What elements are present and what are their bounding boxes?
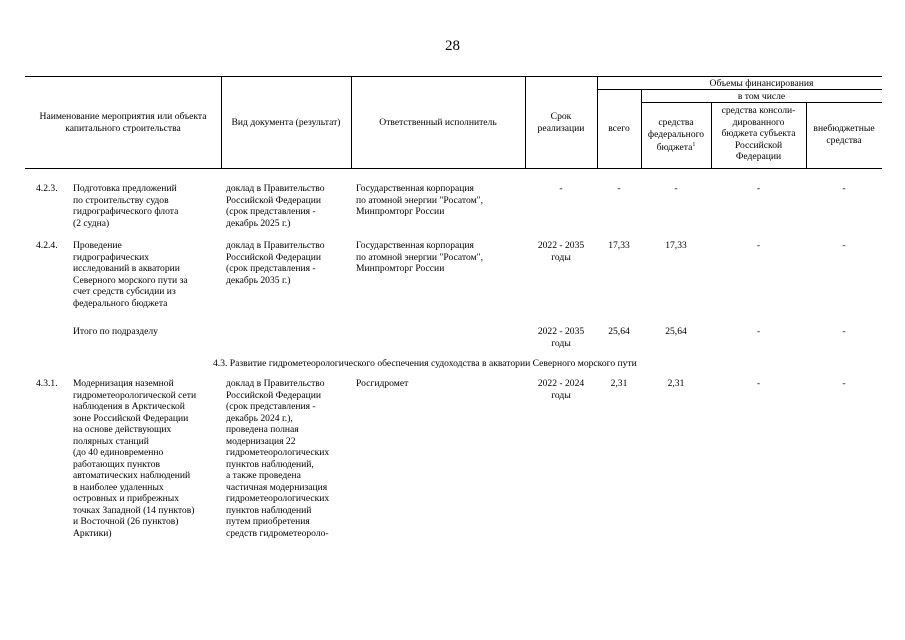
row-federal: 2,31 <box>667 378 685 389</box>
subtotal-federal: 25,64 <box>665 326 687 337</box>
row-consolidated: - <box>756 183 761 194</box>
row-number: 4.3.1. <box>36 378 58 389</box>
row-consolidated: - <box>756 240 761 251</box>
row-number: 4.2.4. <box>36 240 58 251</box>
row-doc: доклад в Правительство Российской Федерации (срок представления - декабрь 2035 г.) <box>226 240 325 286</box>
row-federal: - <box>674 183 678 194</box>
row-extrabudget: - <box>842 240 846 251</box>
row-name: Проведение гидрографических исследований в акватории Северного морского пути за счет средств субсидии из федерального бюджета <box>73 240 188 309</box>
subtotal-total: 25,64 <box>608 326 630 337</box>
header-col-resp: Ответственный исполнитель <box>379 117 497 128</box>
header-bottom-rule <box>25 168 882 169</box>
header-col-term: Срок реализации <box>537 111 585 134</box>
subtotal-consolidated: - <box>756 326 761 337</box>
row-number: 4.2.3. <box>36 183 58 194</box>
header-top-rule <box>25 76 882 77</box>
row-responsible: Государственная корпорация по атомной энергии "Росатом", Минпромторг России <box>356 183 483 217</box>
row-extrabudget: - <box>842 378 846 389</box>
row-term: 2022 - 2024 годы <box>537 378 585 401</box>
row-doc: доклад в Правительство Российской Федерации (срок представления - декабрь 2025 г.) <box>226 183 325 229</box>
row-total: 17,33 <box>608 240 630 251</box>
row-total: - <box>617 183 621 194</box>
header-col-total: всего <box>608 123 630 134</box>
header-col-federal <box>641 117 711 154</box>
row-extrabudget: - <box>842 183 846 194</box>
row-name: Подготовка предложений по строительству судов гидрографического флота (2 судна) <box>73 183 179 229</box>
row-responsible: Государственная корпорация по атомной энергии "Росатом", Минпромторг России <box>356 240 483 274</box>
header-divider <box>597 76 598 168</box>
page-number: 28 <box>445 38 460 54</box>
footnote-mark: 1 <box>692 142 696 148</box>
header-financing-group: Объемы финансирования <box>709 78 814 89</box>
header-including: в том числе <box>737 91 786 102</box>
row-total: 2,31 <box>610 378 628 389</box>
subtotal-extrabudget: - <box>842 326 846 337</box>
row-responsible: Росгидромет <box>356 378 409 389</box>
header-col-federal-text: средства федерального бюджета <box>647 117 705 154</box>
row-term: - <box>559 183 563 194</box>
row-name: Модернизация наземной гидрометеорологической сети наблюдения в Арктической зоне Российской Федерации на основе действующих полярных станций (до 40 единовременно работающих пунктов автоматических наблюдений в наиболее удаленных островных и прибрежных точках Западной (14 пунктов) и Восточной (26 пунктов) Арктики) <box>73 378 197 539</box>
header-col-doc: Вид документа (результат) <box>231 117 341 128</box>
header-col-consolidated: средства консоли- дированного бюджета субъекта Российской Федерации <box>721 105 796 162</box>
row-term: 2022 - 2035 годы <box>537 240 585 263</box>
section-title: 4.3. Развитие гидрометеорологического обеспечения судоходства в акватории Северного морского пути <box>213 358 637 369</box>
subtotal-term: 2022 - 2035 годы <box>537 326 585 349</box>
row-consolidated: - <box>756 378 761 389</box>
row-federal: 17,33 <box>665 240 687 251</box>
row-doc: доклад в Правительство Российской Федерации (срок представления - декабрь 2024 г.), проведена полная модернизация 22 гидрометеорологических пунктов наблюдений, а также проведена частичная модернизация гидрометеорологических пунктов наблюдений путем приобретения средств гидрометеороло- <box>226 378 330 539</box>
header-col-extrabudget: внебюджетные средства <box>813 123 875 146</box>
header-col-name: Наименование мероприятия или объекта капитального строительства <box>39 111 207 134</box>
subtotal-label: Итого по подразделу <box>73 326 158 337</box>
